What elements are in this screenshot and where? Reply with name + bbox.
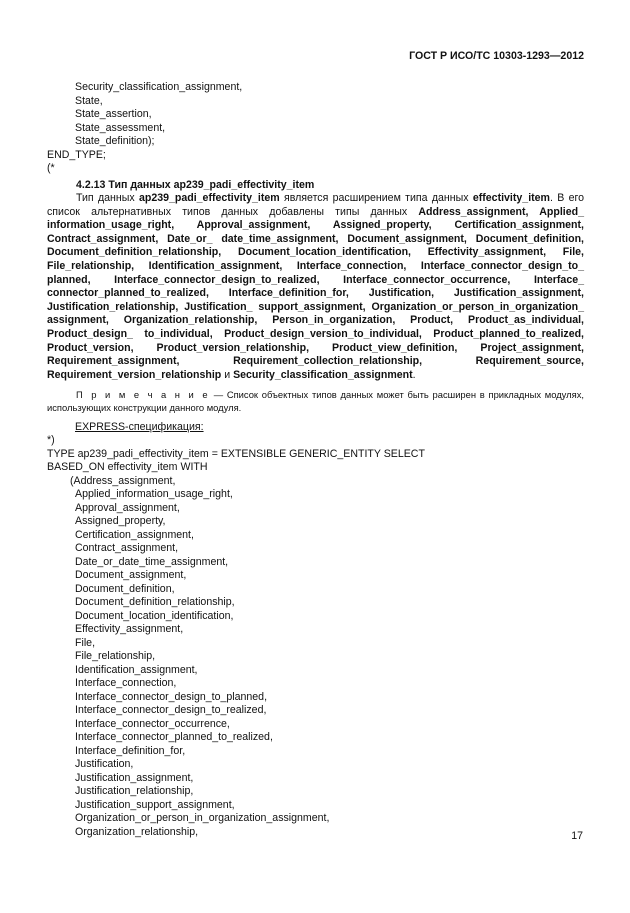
code-list-item: Document_location_identification, [75,609,234,622]
comment-close: *) [47,434,55,446]
page-number: 17 [571,830,583,842]
code-list-item: Document_definition, [75,582,175,595]
code-list-item: State_assertion, [75,108,152,120]
code-list-item: Contract_assignment, [75,542,179,554]
code-list-item: Document_assignment, [75,569,187,581]
code-list-item: Document_definition_relationship, [75,596,235,608]
end-type-line: END_TYPE; [47,148,106,161]
comment-open: (* [47,162,55,174]
code-list-item: Justification, [75,758,134,770]
code-list-item: Interface_connector_occurrence, [75,717,230,730]
based-on-line: BASED_ON effectivity_item WITH [47,461,208,473]
document-header: ГОСТ Р ИСО/ТС 10303-1293—2012 [409,50,584,62]
code-list-item: Assigned_property, [75,515,166,527]
code-list-item: File_relationship, [75,650,156,662]
note-paragraph [47,389,584,414]
code-list-item: Certification_assignment, [75,528,194,541]
code-list-item: Interface_connection, [75,677,177,689]
code-list-item: Effectivity_assignment, [75,623,184,635]
code-list-item: Organization_relationship, [75,825,199,838]
code-list-item: Applied_information_usage_right, [75,488,233,500]
note-text: — Список объектных типов данных может быть расширен в прикладных модулях, использующих конструкции данного модуля. [47,389,585,413]
note-label: П р и м е ч а н и е [76,389,210,401]
code-list-item: Identification_assignment, [75,663,198,676]
code-list-item: Interface_connector_planned_to_realized, [75,731,273,743]
code-list-item: Security_classification_assignment, [75,81,243,93]
code-list-item: Organization_or_person_in_organization_assignment, [75,812,330,824]
type-declaration: TYPE ap239_padi_effectivity_item = EXTENSIBLE GENERIC_ENTITY SELECT [47,447,425,460]
select-first-item: (Address_assignment, [70,474,176,487]
code-list-top [47,81,584,149]
section-title: 4.2.13 Тип данных ap239_padi_effectivity_item [76,178,315,191]
code-list-item: Justification_relationship, [75,785,194,797]
code-list-item: State_definition); [75,135,155,147]
code-list-item: State_assessment, [75,121,166,134]
code-list-item: Interface_connector_design_to_planned, [75,690,268,703]
code-list-item: Interface_definition_for, [75,744,186,757]
code-list-item: Interface_connector_design_to_realized, [75,704,267,716]
code-list-item: File, [75,636,96,649]
page-body [47,81,584,839]
express-spec-label: EXPRESS-спецификация: [75,420,204,433]
select-list [47,488,584,839]
code-list-item: Approval_assignment, [75,501,180,514]
code-list-item: Date_or_date_time_assignment, [75,555,229,568]
code-list-item: Justification_support_assignment, [75,798,235,811]
code-list-item: Justification_assignment, [75,771,194,784]
code-list-item: State, [75,94,103,107]
intro-paragraph: Тип данных ap239_padi_effectivity_item является расширением типа данных effectivity_item. В его список альтернативных типов данных добавлены типы данных Address_assignment, Applied_ information_usage_right, Approval_assignment, Assigned_property, Certification_assignment, Contract_assignment, Date_or_ date_time_assignment, Document_assignment, Document_definition, Document_definition_relationship, Document_location_identification, Effectivity_assignment, File, File_relationship, Identification_assignment, Interface_connection, Interface_connector_design_to_ planned, Interface_connector_design_to_realized, Interface_connector_occurrence, Interface_ connector_planned_to_realized, Interface_definition_for, Justification, Justification_assignment, Justification_relationship, Justification_ support_assignment, Organization_or_person_in_organization_ assignment, Organization_relationship, Person_in_organization, Product, Product_as_individual, Product_design_ to_individual, Product_design_version_to_individual, Product_planned_to_realized, Product_version, Product_version_relationship, Product_view_definition, Project_assignment, Requirement_assignment, Requirement_collection_relationship, Requirement_source, Requirement_version_relationship и Security_classification_assignment. [47,192,585,381]
